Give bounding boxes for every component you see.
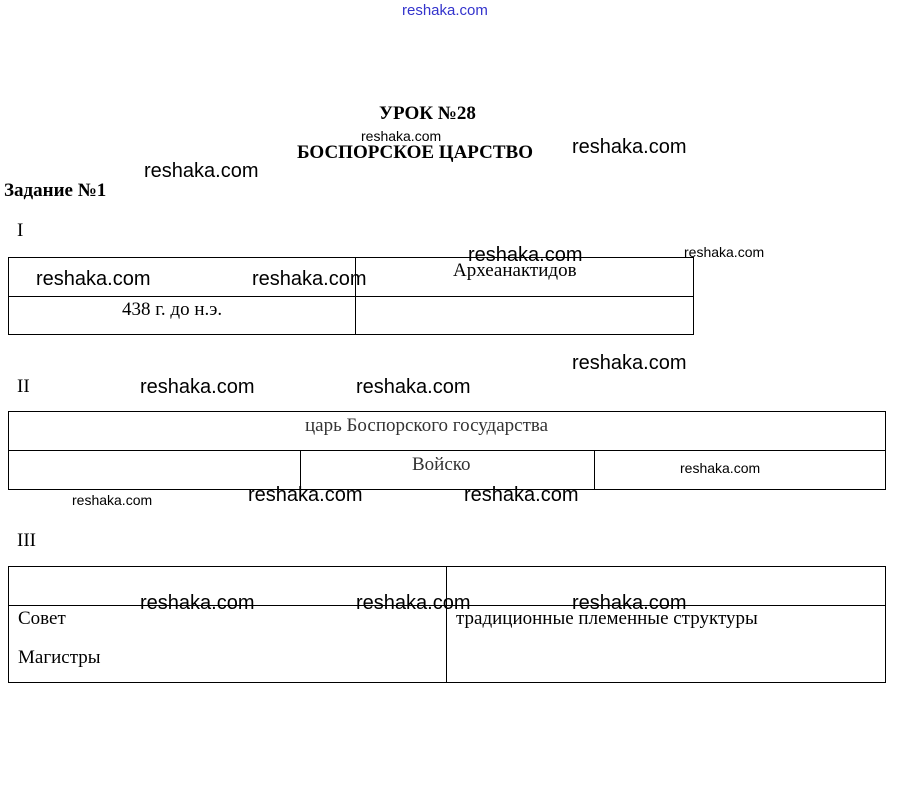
table-1-cell-dynasty: Археанактидов <box>453 260 577 281</box>
watermark: reshaka.com <box>572 592 687 614</box>
watermark: reshaka.com <box>464 484 579 506</box>
table-1-cell-date: 438 г. до н.э. <box>122 299 223 320</box>
watermark: reshaka.com <box>72 492 153 508</box>
watermark: reshaka.com <box>356 376 471 398</box>
site-link[interactable]: reshaka.com <box>402 2 488 19</box>
section-numeral-3: III <box>17 530 36 551</box>
table-3-cell-tribal: традиционные племенные структуры <box>456 608 758 629</box>
watermark: reshaka.com <box>248 484 363 506</box>
watermark: reshaka.com <box>140 592 255 614</box>
watermark: reshaka.com <box>684 244 765 260</box>
section-numeral-1: I <box>17 220 24 241</box>
section-numeral-2: II <box>17 376 30 397</box>
watermark: reshaka.com <box>356 592 471 614</box>
table-2-cell-king: царь Боспорского государства <box>305 415 549 436</box>
watermark: reshaka.com <box>572 136 687 158</box>
watermark: reshaka.com <box>144 160 259 182</box>
watermark: reshaka.com <box>361 128 442 144</box>
watermark: reshaka.com <box>252 268 367 290</box>
task-heading: Задание №1 <box>4 180 107 201</box>
table-3-cell-magistrates: Магистры <box>18 647 101 668</box>
lesson-title: УРОК №28 <box>379 103 476 124</box>
watermark: reshaka.com <box>572 352 687 374</box>
watermark: reshaka.com <box>36 268 151 290</box>
table-2-cell-army: Войско <box>412 454 471 475</box>
lesson-subtitle: БОСПОРСКОЕ ЦАРСТВО <box>297 142 533 163</box>
watermark: reshaka.com <box>680 460 761 476</box>
table-3-cell-council: Совет <box>18 608 66 629</box>
watermark: reshaka.com <box>140 376 255 398</box>
watermark: reshaka.com <box>468 244 583 266</box>
